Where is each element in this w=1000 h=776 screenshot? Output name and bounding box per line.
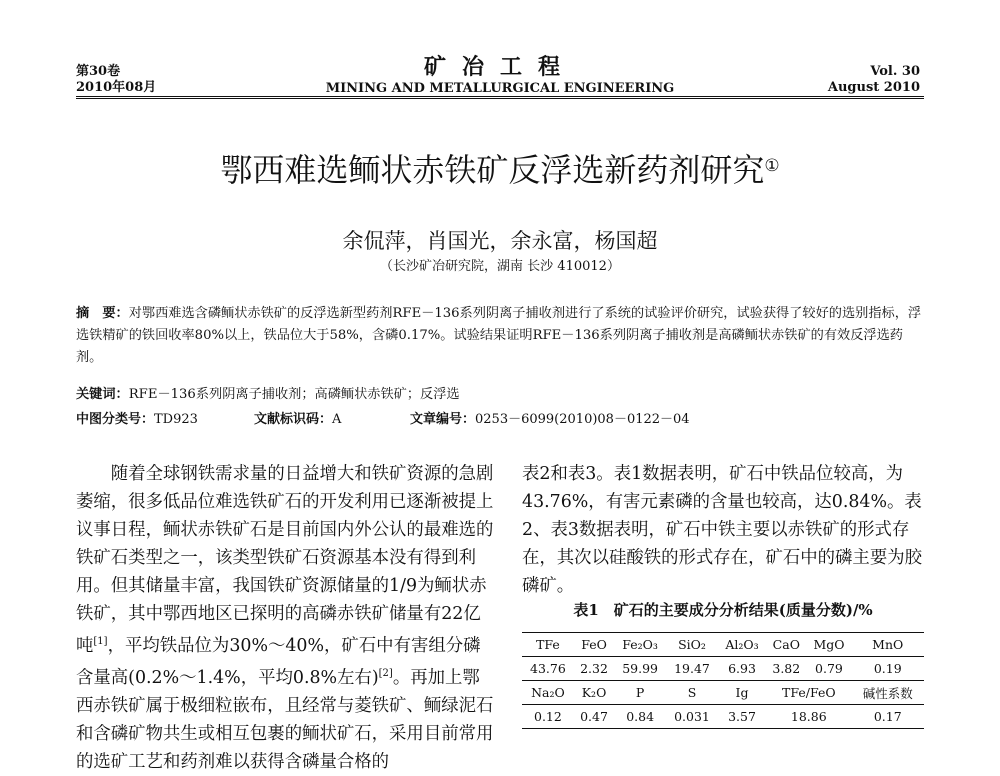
- articleno-label: 文章编号：: [410, 412, 476, 427]
- keywords: [76, 384, 924, 406]
- table-header-cell: SiO₂: [666, 633, 718, 657]
- table-header-cell: MgO: [806, 633, 851, 657]
- header-rule: [76, 96, 924, 97]
- header-date-en: August 2010: [827, 80, 920, 95]
- table1-header-row-1: [522, 633, 924, 657]
- table-cell: 59.99: [614, 657, 666, 681]
- journal-title-en: MINING AND METALLURGICAL ENGINEERING: [325, 81, 675, 96]
- header-rule-thin: [76, 98, 924, 99]
- body-text-c: 。再加上鄂西赤铁矿属于极细粒嵌布，且经常与菱铁矿、鲕绿泥石和含磷矿物共生或相互包裹的鲕状矿石，采用目前常用的选矿工艺和药剂难以获得含磷量合格的: [76, 667, 494, 772]
- table-header-cell: P: [614, 681, 666, 705]
- table-cell: 6.93: [718, 657, 766, 681]
- table-header-cell: FeO: [574, 633, 614, 657]
- body-left-column: [76, 460, 496, 776]
- table-cell: 3.82: [766, 657, 806, 681]
- table-header-cell: K₂O: [574, 681, 614, 705]
- body-right-column: [522, 460, 924, 600]
- table1-data-row-2: [522, 705, 924, 729]
- abstract-text: 对鄂西难选含磷鲕状赤铁矿的反浮选新型药剂RFE－136系列阴离子捕收剂进行了系统的试验评价研究，试验获得了较好的选别指标，浮选铁精矿的铁回收率80%以上，铁品位大于58%，含磷0.17%。试验结果证明RFE－136系列阴离子捕收剂是高磷鲕状赤铁矿的有效反浮选药剂。: [76, 306, 922, 365]
- journal-title-cn: 矿冶工程: [423, 54, 576, 80]
- doccode-label: 文献标识码：: [254, 412, 333, 427]
- article-title-text: 鄂西难选鲕状赤铁矿反浮选新药剂研究: [220, 151, 765, 189]
- table-cell: 0.47: [574, 705, 614, 729]
- table-header-cell: Ig: [718, 681, 766, 705]
- clc-code: [76, 411, 198, 429]
- doccode-value: A: [332, 412, 342, 427]
- clc-label: 中图分类号：: [76, 412, 155, 427]
- keywords-text: RFE－136系列阴离子捕收剂；高磷鲕状赤铁矿；反浮选: [128, 387, 460, 402]
- header-volume-cn: 第30卷: [76, 64, 121, 79]
- table-cell: 0.031: [666, 705, 718, 729]
- header-volume-en: Vol. 30: [870, 64, 920, 79]
- table-cell: 0.12: [522, 705, 574, 729]
- table-cell: 0.79: [806, 657, 851, 681]
- table-cell: 3.57: [718, 705, 766, 729]
- table-header-cell: Na₂O: [522, 681, 574, 705]
- table-header-cell: S: [666, 681, 718, 705]
- articleno-value: 0253－6099(2010)08－0122－04: [475, 412, 690, 427]
- title-footnote-mark: ①: [764, 156, 780, 176]
- body-text-a: 随着全球钢铁需求量的日益增大和铁矿资源的急剧萎缩，很多低品位难选铁矿石的开发利用已逐渐被提上议事日程，鲕状赤铁矿石是目前国内外公认的最难选的铁矿石类型之一，该类型铁矿石资源基本没有得到利用。但其储量丰富，我国铁矿资源储量的1/9为鲕状赤铁矿，其中鄂西地区已探明的高磷赤铁矿储量有22亿吨: [76, 464, 494, 656]
- table-cell: 0.19: [851, 657, 924, 681]
- clc-value: TD923: [154, 412, 198, 427]
- body-paragraph: [76, 460, 496, 776]
- document-code: [254, 411, 341, 429]
- header-volume-date-en: [828, 64, 920, 96]
- table-header-cell: TFe/FeO: [766, 681, 851, 705]
- article-authors: 余侃萍，肖国光，余永富，杨国超: [342, 229, 658, 253]
- table-header-cell: CaO: [766, 633, 806, 657]
- article-affiliation: （长沙矿冶研究院，湖南 长沙 410012）: [380, 259, 620, 274]
- body-paragraph-right: 表2和表3。表1数据表明，矿石中铁品位较高，为43.76%，有害元素磷的含量也较高，达0.84%。表2、表3数据表明，矿石中铁主要以赤铁矿的形式存在，其次以硅酸铁的形式存在，矿石中的磷主要为胶磷矿。: [522, 464, 922, 596]
- table-cell: 19.47: [666, 657, 718, 681]
- table-header-cell: MnO: [851, 633, 924, 657]
- table-header-cell: Fe₂O₃: [614, 633, 666, 657]
- header-date-cn: 2010年08月: [76, 80, 157, 95]
- table1-header-row-2: [522, 681, 924, 705]
- citation-ref-1: [1]: [93, 636, 108, 647]
- abstract: [76, 303, 924, 369]
- table-cell: 0.17: [851, 705, 924, 729]
- table-header-cell: Al₂O₃: [718, 633, 766, 657]
- citation-ref-2: [2]: [378, 667, 393, 679]
- abstract-label: 摘 要：: [76, 306, 129, 321]
- table1-data-row-1: [522, 657, 924, 681]
- table-header-cell: TFe: [522, 633, 574, 657]
- body-text-b: ，平均铁品位为30%～40%，矿石中有害组分磷含量高(0.2%～1.4%，平均0.8%左右): [76, 635, 481, 688]
- keywords-label: 关键词：: [76, 387, 129, 402]
- table-cell: 43.76: [522, 657, 574, 681]
- table1: [522, 632, 924, 729]
- table-header-cell: 碱性系数: [851, 681, 924, 705]
- table-cell: 2.32: [574, 657, 614, 681]
- article-title: [0, 150, 1000, 190]
- table-cell: 18.86: [766, 705, 851, 729]
- article-number: [410, 411, 690, 429]
- table-cell: 0.84: [614, 705, 666, 729]
- table1-caption: 表1 矿石的主要成分分析结果(质量分数)/%: [573, 601, 873, 619]
